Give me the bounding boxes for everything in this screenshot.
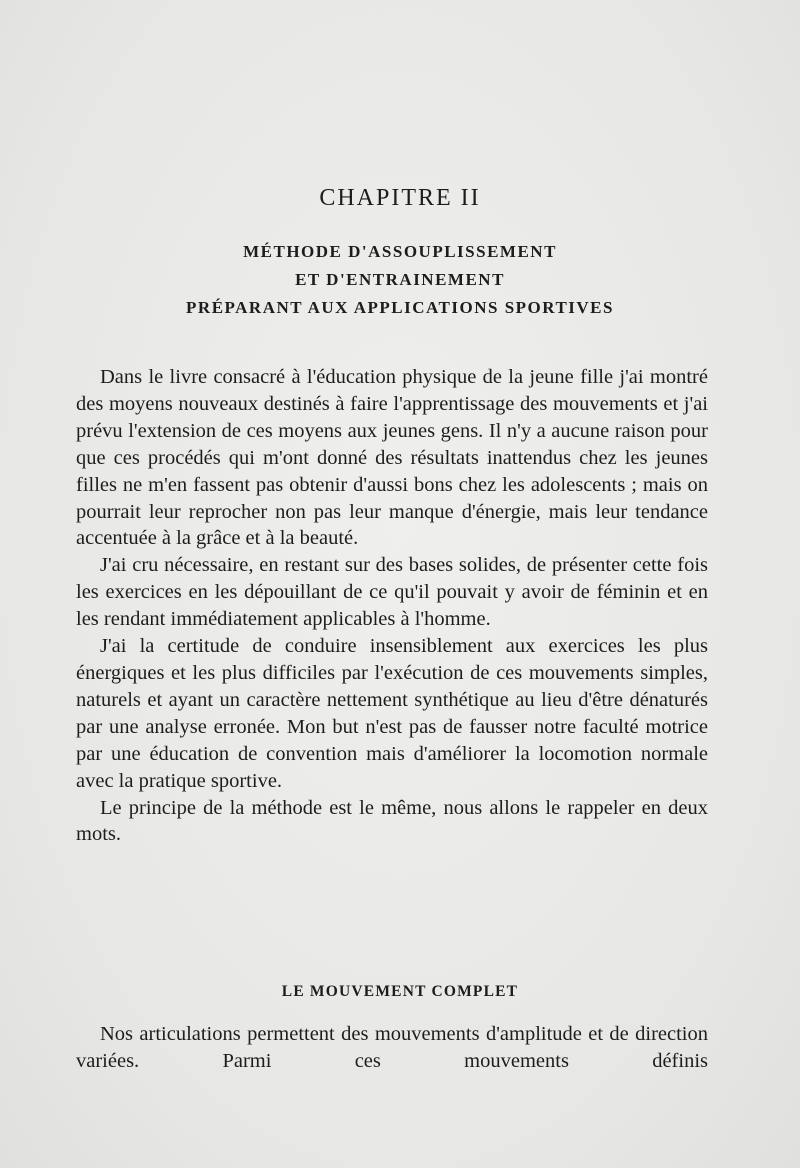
section-body [76,1021,708,1075]
paragraph-2: J'ai cru nécessaire, en restant sur des bases solides, de présenter cette fois les exercices en les dépouillant de ce qu'il pouvait y avoir de féminin et en les rendant immédiatement applicables à l'homme. [76,554,708,631]
body-text [76,364,708,848]
heading-line-2: ET D'ENTRAINEMENT [295,270,505,289]
heading-line-3: PRÉPARANT AUX APPLICATIONS SPORTIVES [186,298,614,317]
section-title: LE MOUVEMENT COMPLET [281,983,519,1000]
chapter-heading [0,238,800,322]
paragraph-3: J'ai la certitude de conduire insensiblement aux exercices les plus énergiques et les plus difficiles par l'exécution de ces mouvements simples, naturels et ayant un caractère nettement synthétique au lieu d'être dénaturés par une analyse erronée. Mon but n'est pas de fausser notre faculté motrice par une éducation de convention mais d'améliorer la locomotion normale avec la pratique sportive. [76,635,708,792]
paragraph-1: Dans le livre consacré à l'éducation physique de la jeune fille j'ai montré des moyens nouveaux destinés à faire l'apprentissage des mouvements et j'ai prévu l'extension de ces moyens aux jeunes gens. Il n'y a aucune raison pour que ces procédés qui m'ont donné des résultats inattendus chez les jeunes filles ne m'en fassent pas obtenir d'aussi bons chez les adolescents ; mais on pourrait leur reprocher non pas leur manque d'énergie, mais leur tendance accentuée à la grâce et à la beauté. [76,366,708,550]
section-paragraph: Nos articulations permettent des mouvements d'amplitude et de direction variées. Parmi ces mouvements définis [76,1023,708,1072]
heading-line-1: MÉTHODE D'ASSOUPLISSEMENT [243,242,557,261]
chapter-title: CHAPITRE II [319,185,481,211]
paragraph-4: Le principe de la méthode est le même, nous allons le rappeler en deux mots. [76,796,708,846]
